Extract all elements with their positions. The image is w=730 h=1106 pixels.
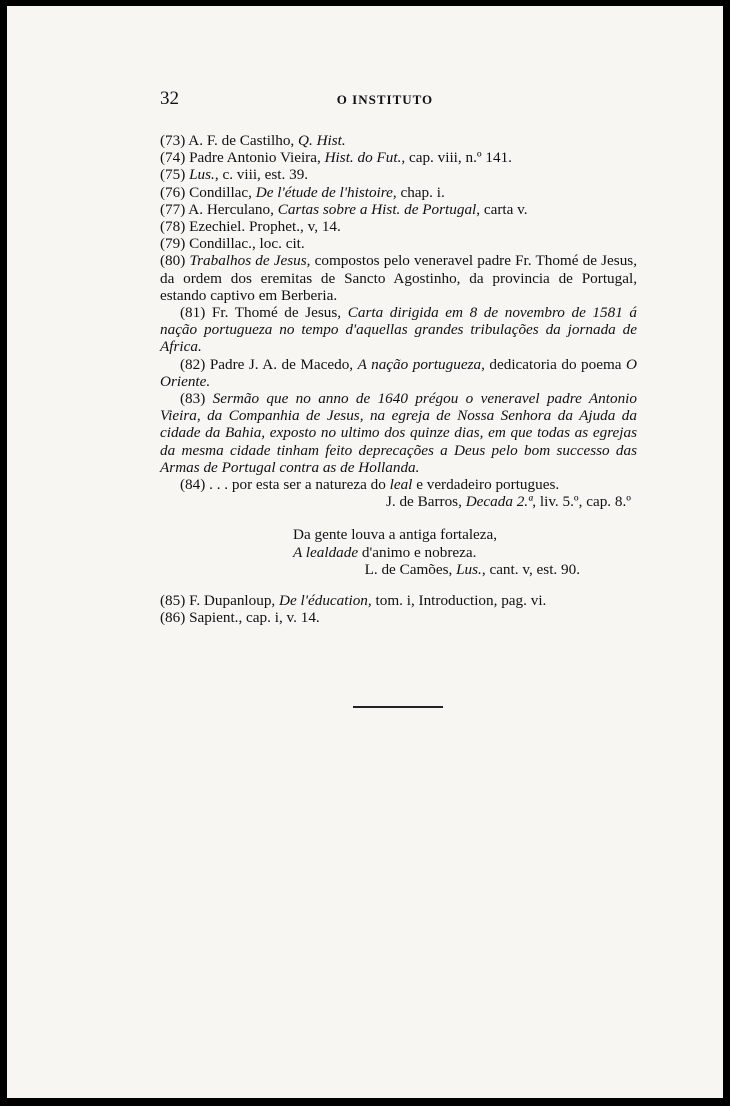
note-number: (80) xyxy=(160,252,186,270)
note-text: , c. viii, est. 39. xyxy=(214,166,309,184)
note-number: (79) xyxy=(160,235,186,253)
note-number: (81) xyxy=(180,304,206,322)
note-text: dedicatoria do poema xyxy=(484,355,627,373)
note-text: F. Dupanloup, xyxy=(185,592,280,610)
note-text: Condillac., loc. cit. xyxy=(185,235,305,253)
note-number: (75) xyxy=(160,166,186,184)
citation-work: Decada 2.ª xyxy=(465,493,533,511)
note-85 xyxy=(160,592,637,609)
note-text xyxy=(205,390,212,407)
note-75 xyxy=(160,166,637,183)
note-83 xyxy=(160,390,637,476)
note-84 xyxy=(160,476,637,493)
note-number: (84) xyxy=(180,476,206,494)
spacer xyxy=(160,578,637,592)
note-text: tom. i, Introduction, pag. vi. xyxy=(371,592,547,610)
verse-italic: A lealdade xyxy=(293,543,359,561)
note-86 xyxy=(160,609,637,626)
note-number: (83) xyxy=(180,390,206,408)
note-italic: Sermão que no anno de 1640 prégou o veneravel padre Antonio Vieira, da Companhia de Jesus, na egreja de Nossa Senhora da Ajuda da cidade da Bahia, exposto no ultimo dos quinze dias, em que todas as egrejas da mesma cidade tinham feito deprecações a Deus pelo bom successo das Armas de Portugal contra as de Hollanda. xyxy=(160,390,637,476)
note-text: , chap. i. xyxy=(392,183,445,201)
citation-author: J. de Barros, xyxy=(385,493,466,511)
verse-text: d'animo e nobreza. xyxy=(358,543,477,561)
note-number: (85) xyxy=(160,592,186,610)
note-text: Sapient., cap. i, v. 14. xyxy=(185,609,320,627)
note-text: . . . por esta ser a natureza do xyxy=(205,476,390,494)
note-italic: Q. Hist. xyxy=(298,132,346,149)
note-number: (82) xyxy=(180,355,206,373)
note-italic: De l'étude de l'histoire xyxy=(255,183,393,201)
note-italic: De l'éducation, xyxy=(279,592,372,610)
note-text: A. Herculano, xyxy=(185,200,278,218)
note-80 xyxy=(160,252,637,304)
note-text: e verdadeiro portugues. xyxy=(412,476,560,494)
verse-quote xyxy=(293,526,637,578)
verse-line-1: Da gente louva a antiga fortaleza, xyxy=(293,526,498,544)
note-79 xyxy=(160,235,637,252)
note-text: A. F. de Castilho, xyxy=(185,132,299,149)
note-italic: O Oriente. xyxy=(160,355,638,390)
running-title: O INSTITUTO xyxy=(336,92,434,107)
note-italic: Hist. do Fut. xyxy=(324,149,402,167)
footnotes xyxy=(160,132,637,626)
note-italic: Lus. xyxy=(189,166,215,184)
note-text: Ezechiel. Prophet., v, 14. xyxy=(185,218,341,236)
note-76 xyxy=(160,184,637,201)
note-number: (77) xyxy=(160,200,186,218)
attr-rest: , cant. v, est. 90. xyxy=(481,560,580,578)
note-italic: leal xyxy=(389,476,413,494)
verse-line-2 xyxy=(293,544,637,561)
note-text: compostos pelo veneravel padre Fr. Thomé de Jesus, da ordem dos eremitas de Sancto Agostinho, da provincia de Portugal, estando captivo em Berberia. xyxy=(160,252,637,304)
attr-work: Lus. xyxy=(456,560,482,578)
note-74 xyxy=(160,149,637,166)
citation-rest: , liv. 5.º, cap. 8.º xyxy=(532,493,631,511)
citation-84 xyxy=(160,493,631,510)
note-78 xyxy=(160,218,637,235)
note-text: , cap. viii, n.º 141. xyxy=(401,149,512,167)
verse-attribution xyxy=(293,561,580,578)
book-page xyxy=(7,6,723,1098)
page-number: 32 xyxy=(160,88,179,109)
attr-author: L. de Camões, xyxy=(364,560,457,578)
note-italic: Cartas sobre a Hist. de Portugal xyxy=(277,200,477,218)
end-rule xyxy=(353,706,443,708)
note-text: , carta v. xyxy=(476,200,528,218)
note-number: (76) xyxy=(160,183,186,201)
note-text: Padre Antonio Vieira, xyxy=(185,149,325,167)
note-italic: Trabalhos de Jesus, xyxy=(189,252,311,270)
note-italic: A nação portugueza, xyxy=(357,355,485,373)
note-77 xyxy=(160,201,637,218)
note-73 xyxy=(160,132,637,149)
note-number: (73) xyxy=(160,132,186,149)
note-text: Condillac, xyxy=(185,183,256,201)
note-number: (74) xyxy=(160,149,186,167)
note-81 xyxy=(160,304,637,356)
note-text: Fr. Thomé de Jesus, xyxy=(205,304,348,322)
note-number: (86) xyxy=(160,609,186,627)
note-italic: Carta dirigida em 8 de novembro de 1581 á nação portugueza no tempo d'aquellas grandes tribulações da jornada de Africa. xyxy=(160,304,638,356)
note-82 xyxy=(160,356,637,390)
note-number: (78) xyxy=(160,218,186,236)
note-text: Padre J. A. de Macedo, xyxy=(205,355,358,373)
